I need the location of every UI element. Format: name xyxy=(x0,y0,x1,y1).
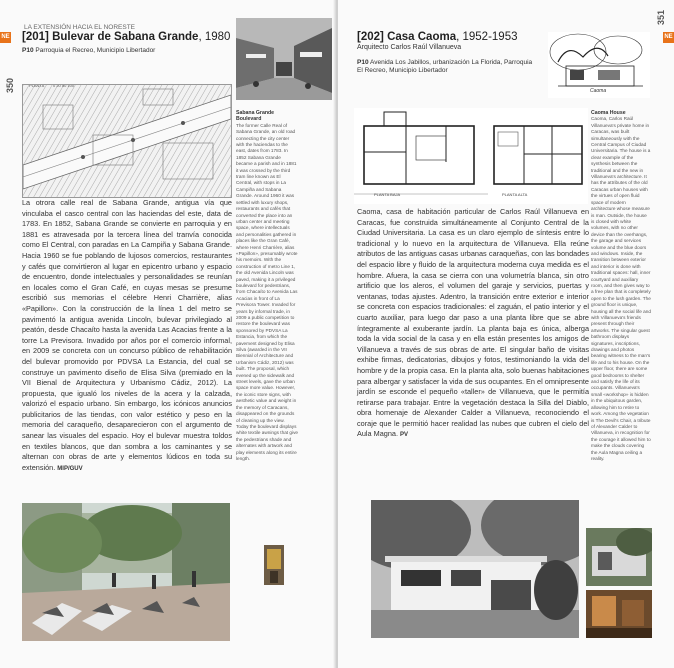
running-head: LA EXTENSIÓN HACIA EL NORESTE xyxy=(24,24,136,31)
location-text-right: Avenida Los Jabillos, urbanización La Florida, Parroquia El Recreo, Municipio Libertador xyxy=(357,59,533,74)
house-photo xyxy=(371,500,579,638)
entry-year: , 1980 xyxy=(198,31,231,43)
sign-photo xyxy=(264,545,284,585)
section-tag: NE xyxy=(0,32,11,43)
entry-title-right xyxy=(357,31,518,43)
sidebar-text-right: Caoma, Carlos Raúl Villanueva's private home in Caracas, was built simultaneously with the Central Campus of Ciudad Universitaria. The house is a clear example of the synthesis between the traditional and the new in Villanueva's architecture. It has the attributes of the old Caracas urban houses with the virtues of open fluid space of modern architecture whose measure is man. Outside, the house is closed with white volumes, with no other device than the overhangs, the garage and services volume and the blue doors and windows. Inside, the transition between exterior and interior is done with traditional spaces: hall, inner courtyard and auxiliary room, and then gives way to a free plan that is completely open to the lush garden. The ground floor is unique, housing all the social life and with Villanueva's friends present through their artworks. The singular guest bathroom displays signatures, inscriptions, drawings and photos bearing witness to the man's life and to his house. On the upper floor, there are some good bedrooms to shelter and satisfy the life of its occupants. Villanueva's small «workshop» is hidden in the ubiquitous garden, allowing him to retire to work. Among the vegetation is The Devil's Chair, a tribute of Alexander Calder to Villanueva, in recognition for the courage it allowed him to make the clouds covering the Aula Magna ceiling a reality. xyxy=(591,116,651,461)
location-code: P10 xyxy=(22,47,34,54)
main-paragraph-right: Caoma, casa de habitación particular de Carlos Raúl Villanueva en Caracas, fue construida simultáneamente al Conjunto Central de la Ciudad Universitaria. La casa es un claro ejemplo de síntesis entre lo tradicional y lo nuevo en la arquitectura de Villanueva. Ella reúne atributos de las antiguas casas urbanas caraqueñas, con las bondades del espacio libre y fluido de la arquitectura moderna cuya medida es el hombre. Afuera, la casa se cierra con una volumetría blanca, sin otro artificio que los aleros, el volumen del garaje y servicios, puertas y ventanas, todas ajustes. Adentro, la transición entre exterior e interior se concreta con espacios tradicionales: el zaguán, el patio interior y el cuarto auxiliar, para luego dar paso a una planta libre que se abre íntegramente al exuberante jardín. La planta baja es única, alberga toda la vida social de la casa y en ella están presentes los amigos de Villanueva a través de sus obras de arte. El singular baño de visitas exhibe firmas, dedicatorias, dibujos y fotos, testimoniando la vida del hombre y de la propia casa. En la planta alta, solo buenas habitaciones para albergar y satisfacer la vida de sus ocupantes. En el omnipresente jardín se esconde el pequeño «taller» de Villanueva, que le permitía retirarse para trabajar. Entre la vegetación destaca la Silla del Diablo, obra homenaje de Alexander Calder a Villanueva, reconociendo el coraje que le permitió hacer realidad las nubes que cubren el cielo del Aula Magna. xyxy=(357,207,589,439)
signature: MIP/GUV xyxy=(57,465,83,472)
entry-id: [201] xyxy=(22,31,49,43)
sidebar-heading-right: Caoma House xyxy=(591,110,626,116)
plan-label-upper: PLANTA ALTA xyxy=(502,192,528,197)
page-number-right: 351 xyxy=(656,10,666,26)
main-text xyxy=(22,198,232,474)
ground-floor-plan xyxy=(354,108,488,204)
boulevard-old-photo xyxy=(236,18,332,100)
location-text: Parroquia el Recreo, Municipio Libertador xyxy=(35,47,156,54)
section-tag-right: NE xyxy=(663,32,674,43)
sidebar xyxy=(236,110,298,462)
sidebar-heading: Sabana Grande Boulevard xyxy=(236,110,275,123)
sketch-caption: Caoma xyxy=(590,88,607,94)
plan-scale: 0 20 50 100 xyxy=(53,84,75,88)
entry-title xyxy=(22,31,230,43)
plan-label-ground: PLANTA BAJA xyxy=(374,192,401,197)
location-code-right: P10 xyxy=(357,59,369,66)
entry-name: Bulevar de Sabana Grande xyxy=(52,31,199,43)
entry-location xyxy=(22,47,252,55)
signature-right: PV xyxy=(400,432,409,439)
site-plan xyxy=(22,84,232,198)
left-page xyxy=(0,0,336,668)
right-page xyxy=(338,0,674,668)
architect: Arquitecto Carlos Raúl Villanueva xyxy=(357,44,462,51)
plan-label: PLANTA xyxy=(29,84,45,88)
sidebar-right xyxy=(591,110,651,462)
main-paragraph: La otrora calle real de Sabana Grande, antigua vía que vinculaba el casco central con las haciendas del este, data de 1783. En 1852, Sabana Grande se convierte en parroquia y en 1881 es atravesada por la tercera línea del tranvía conocida como El Central, con paradas en La Campiña y Sabana Grande. Hacia 1960 se fue poblando de lujosos comercios, restaurantes y cafés que convirtieron al lugar en epicentro urbano y espacio de encuentro, donde intelectuales y personalidades se reunían en locales como el Gran Café, en cuyas mesas se presume escribió sus memorias el célebre Henri Charrière, alias «Papillon». Con la construcción de la línea 1 del metro se pavimentó la antigua avenida Lincoln, bulevar privilegiado al peatón, desde Chacaíto hasta la avenida Las Acacias frente a la torre La Previsora. Invadido por años por el comercio informal, en 2009 se concreta con un concurso público de rehabilitación del bulevar promovido por PDVSA La Estancia, del cual se construye un pavimento diseño de Elisa Silva (premiado en la VII Bienal de Arquitectura y Urbanismo Cádiz, 2012). La propuesta, que igualó los niveles de la acera y la calzada, valorizó el espacio urbano. Sin embargo, los icónicos anuncios publicitarios de las tiendas, con valor estético y peso en la memoria del caraqueño, desaparecieron con el argumento de sanear las visuales del espacio. Hoy el bulevar muestra toldos en textiles blancos, que dan sombra a los caminantes y se alternan con obras de arte y elementos lúdicos en toda su extensión. xyxy=(22,198,232,472)
interior-photo-2 xyxy=(586,590,652,638)
upper-floor-plan xyxy=(488,108,588,204)
house-sketch xyxy=(548,32,650,98)
entry-year-right: , 1952-1953 xyxy=(456,31,518,43)
entry-name-right: Casa Caoma xyxy=(387,31,457,43)
entry-id-right: [202] xyxy=(357,31,384,43)
boulevard-photo xyxy=(22,503,230,641)
entry-location-right xyxy=(357,59,537,75)
interior-photo-1 xyxy=(586,528,652,586)
main-text-right xyxy=(357,207,589,441)
sidebar-text: The former Calle Real of Sabana Grande, an old road connecting the city center with the haciendas to the east, dates from 1783. In 1852 Sabana Grande became a parish and in 1881 it was crossed by the third tram line known as El Central, with stops in La Campiña and Sabana Grande. Around 1960 it was settled with luxury shops, restaurants and cafés that converted the place into an urban center and meeting space, where intellectuals and personalities gathered in places like the Gran Café, where Henri Charrière, alias «Papillon», presumably wrote his memoirs. With the construction of metro Line 1, the old Avenida Lincoln was paved, making it a privileged boulevard for pedestrians, from Chacaíto to Avenida Las Acacias in front of La Previsora Tower. Invaded for years by informal trade, in 2009 a public competition to restore the boulevard was sponsored by PDVSA La Estancia, from which the pavement designed by Elisa Silva (awarded in the VII Biennial of Architecture and Urbanism Cádiz, 2012) was built. The proposal, which evened up the sidewalk and street levels, gave the urban space more value. However, the iconic store signs, with aesthetic value and weight in the memory of Caracans, disappeared on the grounds of cleaning up the view. Today the boulevard displays white textile awnings that give the pedestrians shade and alternates with artwork and play elements along its entire length. xyxy=(236,122,299,461)
page-number-left: 350 xyxy=(5,78,15,94)
